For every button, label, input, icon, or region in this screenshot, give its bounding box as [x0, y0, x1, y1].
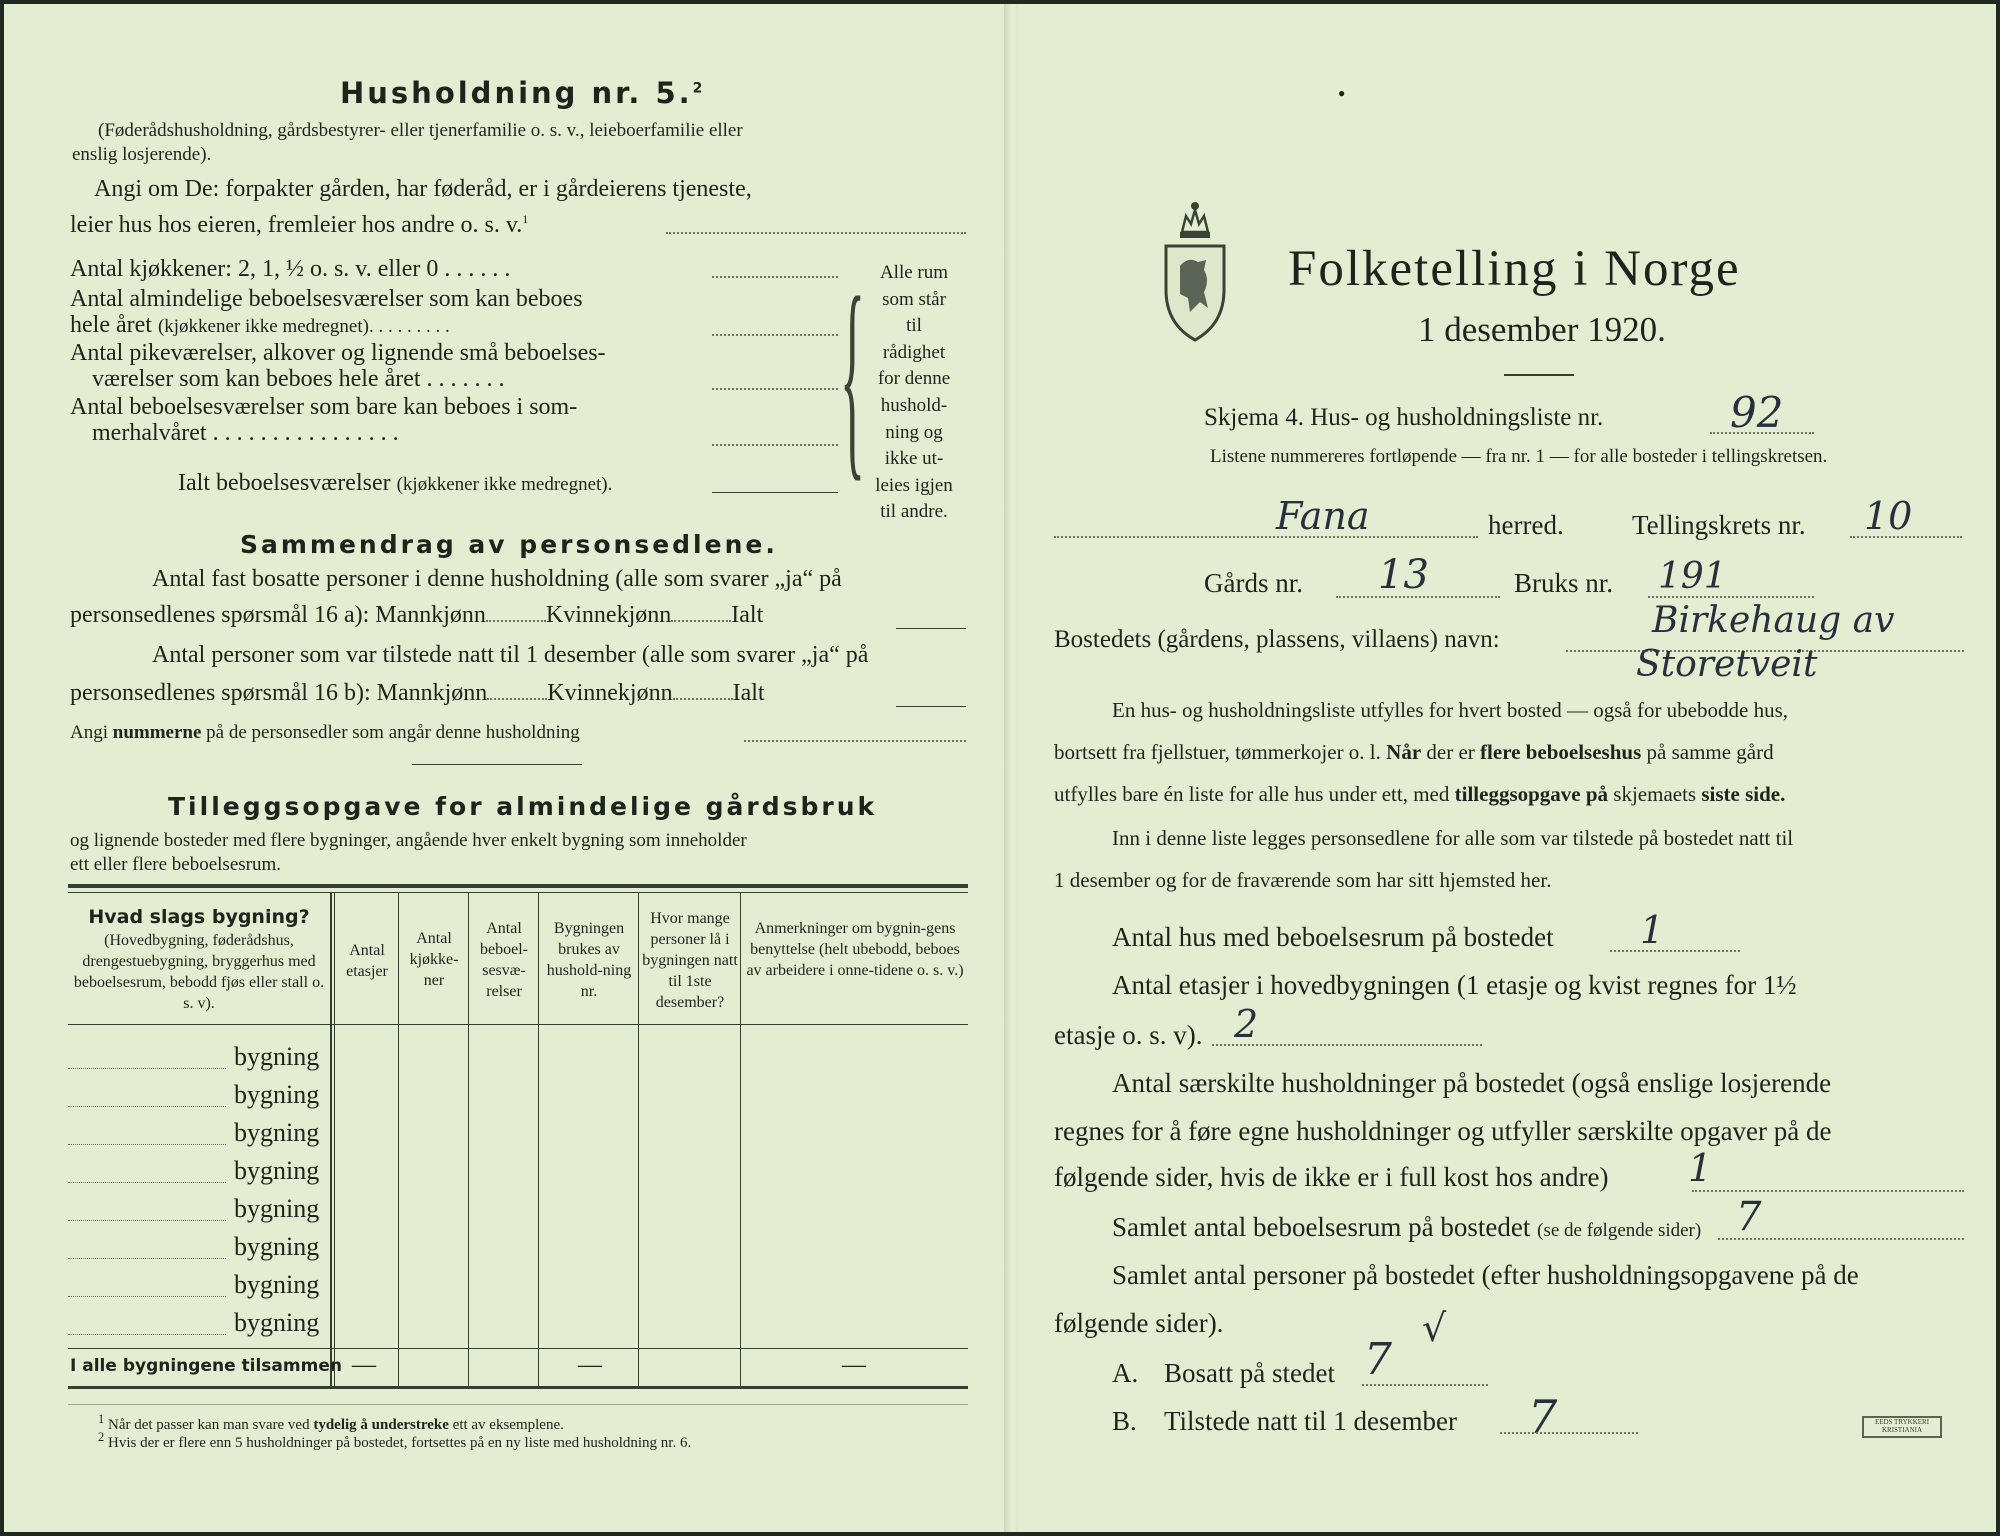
q-households-3: følgende sider, hvis de ikke er i full kost hos andre) [1054, 1162, 1609, 1192]
summer-rooms-answer[interactable] [712, 444, 838, 446]
q-floors-1: Antal etasjer i hovedbygningen (1 etasje og kvist regnes for 1½ [1112, 970, 1797, 1000]
right-page [1018, 4, 1996, 1532]
main-title: Folketelling i Norge [1288, 241, 1741, 297]
col-rooms: Antal beboel-sesvæ-relser [480, 920, 528, 1000]
title-divider [1504, 374, 1574, 376]
table-row: bygning [234, 1118, 320, 1147]
table-row: bygning [234, 1194, 320, 1223]
table-row: bygning [234, 1080, 320, 1109]
gards-value[interactable]: 13 [1378, 552, 1429, 598]
instructions-1-2: bortsett fra fjellstuer, tømmerkojer o. l. Når der er flere beboelseshus på samme gård [1054, 740, 1774, 764]
page-fold [1004, 4, 1018, 1532]
q-houses: Antal hus med beboelsesrum på bostedet [1112, 922, 1554, 952]
kitchens-question: Antal kjøkkener: 2, 1, ½ o. s. v. eller 0 . . . . . . [70, 256, 511, 282]
summary-p1-2: personsedlenes spørsmål 16 a): Mannkjønn Kvinnekjønn Ialt [70, 602, 764, 628]
census-sheet [4, 4, 1996, 1532]
supplement-desc-1: og lignende bosteder med flere bygninger, angående hver enkelt bygning som inneholder [70, 830, 747, 851]
household-title: Husholdning nr. 5.$^2$ [340, 76, 706, 110]
instructions-2-1: Inn i denne liste legges personsedlene for alle som var tilstede på bostedet natt til [1112, 826, 1794, 850]
instructions-1-1: En hus- og husholdningsliste utfylles for hvert bosted — også for ubebodde hus, [1112, 698, 1788, 722]
gards-label: Gårds nr. [1204, 568, 1303, 598]
left-page [4, 4, 1004, 1532]
a-floors[interactable]: 2 [1234, 1002, 1259, 1046]
table-row: bygning [234, 1042, 320, 1071]
col-remarks: Anmerkninger om bygnin-gens benyttelse (helt ubebodd, beboes av arbeidere i onne-tidene o. s. v.) [746, 920, 964, 979]
summary-numbers: Angi nummerne på de personsedler som angår denne husholdning [70, 722, 580, 743]
summary-p1-1: Antal fast bosatte personer i denne husholdning (alle som svarer „ja“ på [152, 566, 842, 592]
bosted-value-2[interactable]: Storetveit [1636, 644, 1818, 685]
ink-dot: ● [1338, 86, 1346, 100]
krets-label: Tellingskrets nr. [1632, 510, 1806, 540]
bruks-label: Bruks nr. [1514, 568, 1614, 598]
supplement-title: Tilleggsopgave for almindelige gårdsbruk [168, 792, 878, 821]
a-label: A. [1112, 1358, 1139, 1388]
b-text: Tilstede natt til 1 desember [1164, 1406, 1457, 1436]
bosted-label: Bostedets (gårdens, plassens, villaens) navn: [1054, 626, 1500, 653]
instructions-2-2: 1 desember og for de fraværende som har sitt hjemsted her. [1054, 868, 1552, 892]
q-households-1: Antal særskilte husholdninger på bostedet (også enslige losjerende [1112, 1068, 1832, 1098]
small-rooms-2: værelser som kan beboes hele året . . . . . . . [92, 366, 505, 392]
schema-label: Skjema 4. Hus- og husholdningsliste nr. [1204, 404, 1604, 431]
instructions-1-3: utfylles bare én liste for alle hus under ett, med tilleggsopgave på skjemaets siste side. [1054, 782, 1786, 806]
bosted-value-1[interactable]: Birkehaug av [1652, 600, 1895, 641]
kitchens-answer[interactable] [712, 276, 838, 278]
footnote-2: $^2$ Hvis der er flere enn 5 husholdninger på bostedet, fortsettes på en ny liste med husholdning nr. 6. [98, 1430, 692, 1451]
summer-rooms-2: merhalvåret . . . . . . . . . . . . . . . . [92, 420, 399, 446]
col-floors: Antal etasjer [346, 942, 388, 980]
summary-p1-total[interactable] [896, 628, 966, 629]
col-persons: Hvor mange personer lå i bygningen natt til 1ste desember? [642, 910, 738, 1011]
table-row: bygning [234, 1270, 320, 1299]
table-total-label: I alle bygningene tilsammen [70, 1356, 342, 1376]
q-persons-2: følgende sider). [1054, 1308, 1224, 1338]
summary-numbers-answer[interactable] [744, 740, 966, 742]
q-persons-1: Samlet antal personer på bostedet (efter husholdningsopgavene på de [1112, 1260, 1859, 1290]
answer-line[interactable] [666, 232, 966, 234]
q-rooms: Samlet antal beboelsesrum på bostedet (se de følgende sider) [1112, 1212, 1702, 1242]
printer-stamp: EEDS TRYKKERI KRISTIANIA [1862, 1416, 1942, 1438]
numbering-note: Listene nummereres fortløpende — fra nr. 1 — for alle bosteder i tellingskretsen. [1210, 446, 1828, 467]
table-row: bygning [234, 1232, 320, 1261]
summary-p2-1: Antal personer som var tilstede natt til 1 desember (alle som svarer „ja“ på [152, 642, 869, 668]
b-value[interactable]: 7 [1528, 1390, 1558, 1444]
check-icon: √ [1422, 1306, 1447, 1350]
side-note: Alle rum som står til rådighet for denne hushold- ning og ikke ut- leies igjen til andre. [875, 262, 953, 523]
herred-value[interactable]: Fana [1276, 494, 1370, 538]
total-remarks: — [842, 1352, 866, 1378]
col-used-by: Bygningen brukes av hushold-ning nr. [546, 920, 632, 1000]
census-date: 1 desember 1920. [1418, 310, 1666, 349]
table-row: bygning [234, 1156, 320, 1185]
summary-p2-2: personsedlenes spørsmål 16 b): Mannkjønn Kvinnekjønn Ialt [70, 680, 765, 706]
a-text: Bosatt på stedet [1164, 1358, 1335, 1388]
ordinary-rooms-1: Antal almindelige beboelsesværelser som kan beboes [70, 286, 583, 312]
household-desc-2: enslig losjerende). [72, 144, 212, 165]
krets-value[interactable]: 10 [1864, 494, 1913, 538]
small-rooms-1: Antal pikeværelser, alkover og lignende små beboelses- [70, 340, 606, 366]
b-label: B. [1112, 1406, 1137, 1436]
total-rooms-answer[interactable] [712, 492, 838, 493]
summary-p2-total[interactable] [896, 706, 966, 707]
household-desc-1: (Føderådshusholdning, gårdsbestyrer- eller tjenerfamilie o. s. v., leieboerfamilie eller [98, 120, 743, 141]
household-question-2: leier hus hos eieren, fremleier hos andre o. s. v.$^1$ [70, 212, 529, 238]
herred-label: herred. [1488, 510, 1564, 540]
ordinary-rooms-2: hele året (kjøkkener ikke medregnet). . . . . . . . . [70, 312, 450, 338]
ordinary-rooms-answer[interactable] [712, 334, 838, 336]
bruks-value[interactable]: 191 [1658, 556, 1727, 597]
col-kitchens: Antal kjøkke-ner [409, 930, 459, 989]
a-houses[interactable]: 1 [1640, 908, 1665, 952]
schema-number[interactable]: 92 [1730, 388, 1784, 437]
divider [412, 764, 582, 765]
summary-title: Sammendrag av personsedlene. [240, 530, 778, 559]
small-rooms-answer[interactable] [712, 388, 838, 390]
col-kind: Hvad slags bygning? (Hovedbygning, føderådshus, drengestuebygning, bryggerhus med beboelsesrum, bebodd fjøs eller stall o. s. v). [73, 906, 325, 1012]
brace-icon: { [840, 257, 865, 503]
household-question-1: Angi om De: forpakter gården, har føderåd, er i gårdeierens tjeneste, [94, 176, 752, 202]
coat-of-arms-icon [1160, 194, 1230, 344]
summer-rooms-1: Antal beboelsesværelser som bare kan beboes i som- [70, 394, 578, 420]
a-value[interactable]: 7 [1364, 1334, 1392, 1385]
supplement-desc-2: ett eller flere beboelsesrum. [70, 854, 282, 875]
a-households[interactable]: 1 [1688, 1146, 1713, 1190]
table-row: bygning [234, 1308, 320, 1337]
q-floors-2: etasje o. s. v). [1054, 1020, 1203, 1050]
total-used-by: — [578, 1352, 602, 1378]
a-rooms[interactable]: 7 [1736, 1194, 1762, 1240]
footnote-1: $^1$ Når det passer kan man svare ved tydelig å understreke ett av eksemplene. [98, 1412, 564, 1433]
total-rooms: Ialt beboelsesværelser (kjøkkener ikke medregnet). [178, 470, 613, 496]
total-floors: — [352, 1352, 376, 1378]
q-households-2: regnes for å føre egne husholdninger og utfyller særskilte opgaver på de [1054, 1116, 1832, 1146]
